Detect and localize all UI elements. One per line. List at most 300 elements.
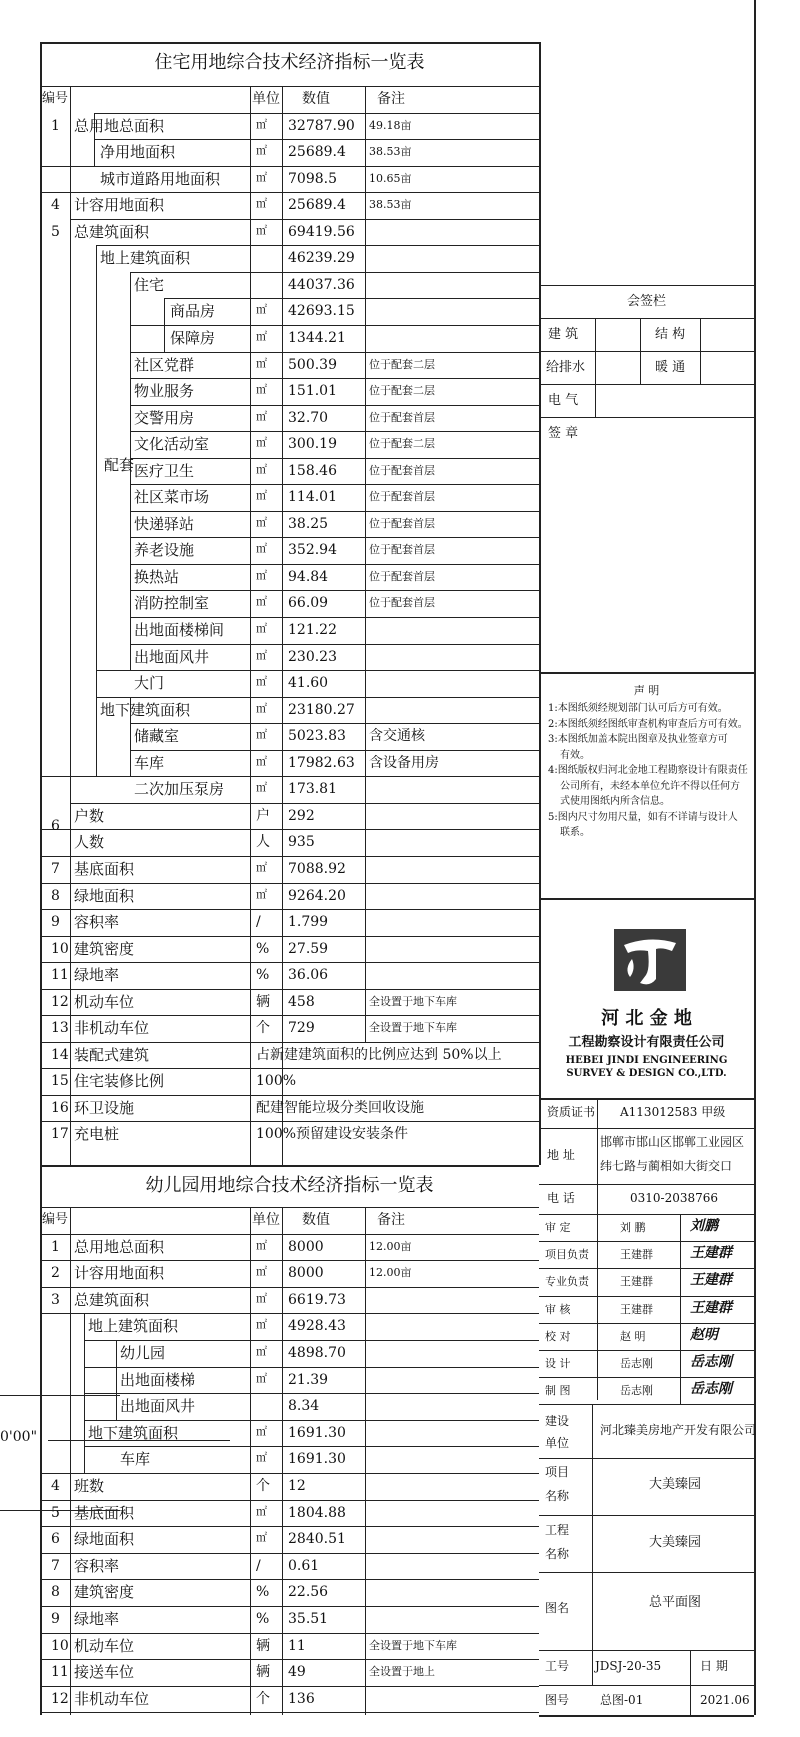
k-row-unit: ㎡ xyxy=(256,1318,267,1331)
project-label-2: 名称 xyxy=(545,1489,570,1503)
statement-line: 4:图纸版权归河北金地工程勘察设计有限责任 xyxy=(548,765,748,776)
rule-line xyxy=(250,1207,251,1715)
k-row-value: 136 xyxy=(288,1691,315,1707)
row-item-name: 商品房 xyxy=(170,302,216,320)
row-number: 9 xyxy=(51,914,60,930)
rule-line xyxy=(40,1659,539,1660)
k-row-value: 12 xyxy=(288,1478,306,1494)
k-row-value: 6619.73 xyxy=(288,1292,346,1308)
row-note: 位于配套首层 xyxy=(369,490,435,503)
rule-line xyxy=(539,898,754,900)
k-row-item-name: 容积率 xyxy=(74,1557,120,1575)
row-value: 25689.4 xyxy=(288,144,346,160)
company-name-cn: 河 北 金 地 xyxy=(601,1008,692,1029)
statement-title: 声 明 xyxy=(633,684,660,697)
rule-line xyxy=(84,1446,539,1447)
k-row-value: 1804.88 xyxy=(288,1505,346,1521)
row-value: 25689.4 xyxy=(288,197,346,213)
k-row-number: 1 xyxy=(51,1239,60,1255)
k-row-unit: ㎡ xyxy=(256,1425,267,1438)
address-label: 地 址 xyxy=(547,1148,575,1162)
row-value: 173.81 xyxy=(288,781,337,797)
rule-line xyxy=(94,113,539,114)
k-row-number: 5 xyxy=(51,1505,60,1521)
drawing-name-label: 图名 xyxy=(545,1601,570,1615)
rule-line xyxy=(282,1207,283,1715)
row-note: 位于配套首层 xyxy=(369,411,435,424)
rule-line xyxy=(84,1340,539,1341)
client-label-1: 建设 xyxy=(545,1414,570,1428)
row-unit: ㎡ xyxy=(256,755,267,768)
rule-line xyxy=(0,1395,120,1396)
rule-line xyxy=(597,1098,598,1400)
row-unit: 人 xyxy=(256,834,270,850)
row-note: 位于配套二层 xyxy=(369,384,435,397)
k-row-item-name: 绿地率 xyxy=(74,1610,120,1628)
row-item-name: 物业服务 xyxy=(134,382,195,400)
rule-line xyxy=(40,166,539,167)
staff-name: 赵 明 xyxy=(620,1330,646,1343)
row-item-name: 机动车位 xyxy=(74,993,135,1011)
client-value: 河北臻美房地产开发有限公司 xyxy=(600,1423,757,1437)
k-row-value: 22.56 xyxy=(288,1584,329,1600)
row-value: 23180.27 xyxy=(288,702,355,718)
rule-line xyxy=(40,1207,539,1208)
row-item-name: 快递驿站 xyxy=(134,515,195,533)
row-unit: ㎡ xyxy=(256,118,267,131)
row-item-name: 人数 xyxy=(74,833,105,851)
countersign-seal: 签 章 xyxy=(548,426,579,441)
cert-value: A113012583 甲级 xyxy=(620,1105,726,1119)
staff-signature: 王建群 xyxy=(690,1272,732,1288)
rule-line xyxy=(539,1572,754,1573)
row-value: 27.59 xyxy=(288,941,329,957)
rule-line xyxy=(70,803,539,804)
row-value: 292 xyxy=(288,808,315,824)
statement-line: 5:图内尺寸勿用尺量，如有不详请与设计人 xyxy=(548,811,738,823)
rule-line xyxy=(84,1313,85,1473)
k-row-item-name: 幼儿园 xyxy=(120,1344,166,1362)
rule-line xyxy=(539,1685,754,1686)
column-header-value: 数值 xyxy=(302,91,330,107)
row-number: 14 xyxy=(51,1047,69,1063)
rule-line xyxy=(539,1128,754,1129)
row-unit: ㎡ xyxy=(256,436,267,449)
k-row-value: 2840.51 xyxy=(288,1531,346,1547)
rule-line xyxy=(48,1440,230,1441)
statement-line: 联系。 xyxy=(560,827,590,838)
rule-line xyxy=(539,1404,754,1405)
k-row-item-name: 计容用地面积 xyxy=(74,1264,165,1282)
countersign-structure: 结 构 xyxy=(655,327,686,342)
rule-line xyxy=(539,1715,754,1717)
rule-line xyxy=(40,1121,539,1122)
row-item-name: 车库 xyxy=(134,754,165,772)
rule-line xyxy=(130,405,539,406)
rule-line xyxy=(96,697,539,698)
row-value: 300.19 xyxy=(288,436,337,452)
rule-line xyxy=(130,484,539,485)
rule-line xyxy=(40,1234,539,1235)
rule-line xyxy=(640,318,641,384)
row-value: 69419.56 xyxy=(288,224,355,240)
rule-line xyxy=(40,1042,539,1043)
k-row-item-name: 总建筑面积 xyxy=(74,1291,150,1309)
row-value: 100% xyxy=(256,1073,297,1089)
rule-line xyxy=(40,1068,539,1069)
k-row-unit: 辆 xyxy=(256,1664,270,1680)
tel-label: 电 话 xyxy=(547,1191,575,1205)
staff-role: 专业负责 xyxy=(545,1275,589,1288)
row-item-name: 地下建筑面积 xyxy=(100,701,191,719)
k-row-number: 10 xyxy=(51,1638,69,1654)
row-value: 100%预留建设安装条件 xyxy=(256,1126,409,1142)
row-value: 352.94 xyxy=(288,542,337,558)
company-name-en-1: HEBEI JINDI ENGINEERING xyxy=(565,1055,728,1066)
k-row-value: 8.34 xyxy=(288,1398,320,1414)
company-name-en-2: SURVEY & DESIGN CO.,LTD. xyxy=(566,1068,727,1079)
rule-line xyxy=(539,1650,754,1651)
row-unit: ㎡ xyxy=(256,702,267,715)
row-item-name: 保障房 xyxy=(170,329,216,347)
rule-line xyxy=(130,537,539,538)
rule-line xyxy=(539,1268,754,1269)
row-value: 7098.5 xyxy=(288,171,337,187)
row-unit: ㎡ xyxy=(256,410,267,423)
row-item-name: 出地面风井 xyxy=(134,648,210,666)
rule-line xyxy=(164,298,165,352)
rule-line xyxy=(40,909,539,910)
statement-line: 3:本图纸加盖本院出图章及执业签章方可 xyxy=(548,734,728,745)
rule-line xyxy=(70,86,71,1165)
rule-line xyxy=(365,86,366,1042)
k-row-item-name: 接送车位 xyxy=(74,1663,135,1681)
k-row-unit: ㎡ xyxy=(256,1451,267,1464)
k-row-note: 12.00亩 xyxy=(369,1266,412,1279)
rule-line xyxy=(96,670,539,671)
statement-line: 式使用图纸内所含信息。 xyxy=(560,796,670,807)
rule-line xyxy=(130,617,539,618)
k-row-unit: ㎡ xyxy=(256,1505,267,1518)
row-item-name: 储藏室 xyxy=(134,727,180,745)
k-row-value: 8000 xyxy=(288,1239,324,1255)
k-row-number: 12 xyxy=(51,1691,69,1707)
drawing-name-value: 总平面图 xyxy=(648,1595,701,1610)
row-unit: ㎡ xyxy=(256,330,267,343)
row-value: 32787.90 xyxy=(288,118,355,134)
rule-line xyxy=(539,351,754,352)
rule-line xyxy=(84,1367,539,1368)
row-unit: 个 xyxy=(256,1020,270,1036)
project-label-1: 项目 xyxy=(545,1465,570,1479)
rule-line xyxy=(595,318,596,417)
rule-line xyxy=(690,1650,691,1715)
rule-line xyxy=(40,1553,539,1554)
row-value: 9264.20 xyxy=(288,888,346,904)
rule-line xyxy=(539,285,754,286)
row-item-name: 建筑密度 xyxy=(74,940,135,958)
k-row-item-name: 非机动车位 xyxy=(74,1690,150,1708)
row-unit: ㎡ xyxy=(256,542,267,555)
rule-line xyxy=(539,1241,754,1242)
rule-line xyxy=(40,829,539,830)
job-number-label: 工号 xyxy=(545,1659,570,1673)
row-unit: 辆 xyxy=(256,994,270,1010)
rule-line xyxy=(754,0,756,1715)
rule-line xyxy=(40,936,539,937)
k-row-value: 21.39 xyxy=(288,1372,329,1388)
row-item-name: 养老设施 xyxy=(134,541,195,559)
rule-line xyxy=(130,352,539,353)
countersign-hvac: 暖 通 xyxy=(655,360,686,375)
rule-line xyxy=(40,1606,539,1607)
row-value: 1344.21 xyxy=(288,330,346,346)
row-number: 5 xyxy=(51,224,60,240)
row-item-name: 住宅装修比例 xyxy=(74,1072,165,1090)
k-row-unit: ㎡ xyxy=(256,1531,267,1544)
kindergarten-table-title: 幼儿园用地综合技术经济指标一览表 xyxy=(145,1175,434,1196)
k-row-item-name: 出地面风井 xyxy=(120,1397,196,1415)
row-value: 121.22 xyxy=(288,622,337,638)
k-row-unit: ㎡ xyxy=(256,1292,267,1305)
staff-name: 王建群 xyxy=(620,1303,653,1316)
row-number: 17 xyxy=(51,1126,69,1142)
staff-name: 岳志刚 xyxy=(620,1384,653,1397)
row-item-name: 城市道路用地面积 xyxy=(100,170,221,188)
row-note: 全设置于地下车库 xyxy=(369,1021,457,1034)
row-unit: ㎡ xyxy=(256,383,267,396)
residential-table-title: 住宅用地综合技术经济指标一览表 xyxy=(154,52,425,73)
row-number: 8 xyxy=(51,888,60,904)
row-item-name: 绿地率 xyxy=(74,966,120,984)
rule-line xyxy=(130,431,539,432)
k-row-value: 4898.70 xyxy=(288,1345,346,1361)
staff-signature: 王建群 xyxy=(690,1245,732,1261)
row-number: 16 xyxy=(51,1100,69,1116)
rule-line xyxy=(130,325,539,326)
staff-role: 审 核 xyxy=(545,1303,571,1316)
row-item-name: 充电桩 xyxy=(74,1125,120,1143)
row-note: 位于配套首层 xyxy=(369,570,435,583)
staff-signature: 岳志刚 xyxy=(690,1381,732,1397)
row-number: 1 xyxy=(51,118,60,134)
row-value: 500.39 xyxy=(288,357,337,373)
rule-line xyxy=(539,1098,754,1100)
row-number: 15 xyxy=(51,1073,69,1089)
row-unit: ㎡ xyxy=(256,516,267,529)
k-row-unit: / xyxy=(256,1558,261,1574)
rule-line xyxy=(40,1579,539,1580)
row-note: 位于配套首层 xyxy=(369,517,435,530)
rule-line xyxy=(539,672,754,674)
address-line-2: 纬七路与蔺相如大街交口 xyxy=(600,1159,733,1173)
row-unit: ㎡ xyxy=(256,489,267,502)
row-value: 41.60 xyxy=(288,675,329,691)
k-row-number: 11 xyxy=(51,1664,69,1680)
row-unit: ㎡ xyxy=(256,888,267,901)
row-value: 114.01 xyxy=(288,489,337,505)
rule-line xyxy=(0,1510,120,1511)
company-subtitle-cn: 工程勘察设计有限责任公司 xyxy=(568,1035,725,1050)
row-value: 7088.92 xyxy=(288,861,346,877)
rule-line xyxy=(40,192,539,193)
k-row-value: 49 xyxy=(288,1664,306,1680)
rule-line xyxy=(40,1095,539,1096)
countersign-plumbing: 给排水 xyxy=(546,360,586,375)
rule-line xyxy=(40,1473,539,1474)
date-value: 2021.06 xyxy=(700,1693,750,1707)
k-row-item-name: 班数 xyxy=(74,1477,105,1495)
k-row-item-name: 出地面楼梯 xyxy=(120,1371,196,1389)
row-value: 44037.36 xyxy=(288,277,355,293)
drawing-number-value: 总图-01 xyxy=(600,1693,644,1707)
rule-line xyxy=(592,1405,593,1685)
row-item-name: 总用地总面积 xyxy=(74,117,165,135)
countersign-title: 会签栏 xyxy=(626,294,666,309)
rule-line xyxy=(96,245,539,246)
k-row-unit: ㎡ xyxy=(256,1345,267,1358)
row-value: 17982.63 xyxy=(288,755,355,771)
row-unit: % xyxy=(256,941,270,957)
row-item-name: 消防控制室 xyxy=(134,594,210,612)
rule-line xyxy=(539,384,754,385)
group-label-peitao: 配套 xyxy=(104,456,135,474)
rule-line xyxy=(130,590,539,591)
row-number: 11 xyxy=(51,967,69,983)
rule-line xyxy=(40,1500,539,1501)
project-value: 大美臻园 xyxy=(648,1477,701,1492)
rule-line xyxy=(282,86,283,1165)
statement-line: 2:本图纸须经图纸审查机构审查后方可有效。 xyxy=(548,718,748,730)
rule-line xyxy=(130,644,539,645)
engineering-label-1: 工程 xyxy=(545,1523,570,1537)
row-value: 230.23 xyxy=(288,649,337,665)
rule-line xyxy=(539,1214,754,1215)
job-number-value: JDSJ-20-35 xyxy=(595,1659,662,1673)
k-row-value: 1691.30 xyxy=(288,1425,346,1441)
cert-label: 资质证书 xyxy=(547,1105,596,1119)
drawing-number-label: 图号 xyxy=(545,1693,570,1707)
engineering-value: 大美臻园 xyxy=(648,1535,701,1550)
row-note: 含设备用房 xyxy=(369,755,439,771)
row-item-name: 户数 xyxy=(74,807,105,825)
rule-line xyxy=(40,1686,539,1687)
staff-name: 岳志刚 xyxy=(620,1357,653,1370)
rule-line xyxy=(130,564,539,565)
row-unit: % xyxy=(256,967,270,983)
row-value: 5023.83 xyxy=(288,728,346,744)
rule-line xyxy=(130,723,539,724)
staff-signature: 刘鹏 xyxy=(690,1218,718,1234)
row-value: 151.01 xyxy=(288,383,337,399)
row-value: 配建智能垃圾分类回收设施 xyxy=(256,1100,424,1116)
row-item-name: 绿地面积 xyxy=(74,887,135,905)
k-row-value: 11 xyxy=(288,1638,306,1654)
staff-name: 刘 鹏 xyxy=(620,1221,646,1234)
rule-line xyxy=(365,1207,366,1715)
k-row-note: 12.00亩 xyxy=(369,1240,412,1253)
row-item-name: 医疗卫生 xyxy=(134,462,195,480)
k-row-item-name: 机动车位 xyxy=(74,1637,135,1655)
k-row-note: 全设置于地下车库 xyxy=(369,1639,457,1652)
rule-line xyxy=(40,42,539,44)
k-column-header-no: 编号 xyxy=(42,1212,69,1227)
row-item-name: 净用地面积 xyxy=(100,143,176,161)
row-value: 42693.15 xyxy=(288,303,355,319)
row-unit: ㎡ xyxy=(256,649,267,662)
rule-line xyxy=(130,378,539,379)
k-row-item-name: 总用地总面积 xyxy=(74,1238,165,1256)
row-value: 38.25 xyxy=(288,516,329,532)
rule-line xyxy=(539,1458,754,1459)
rule-line xyxy=(250,86,251,1042)
row-value: 935 xyxy=(288,834,315,850)
k-row-value: 35.51 xyxy=(288,1611,329,1627)
rule-line xyxy=(40,1526,539,1527)
rule-line xyxy=(130,511,539,512)
statement-line: 公司所有，未经本单位允许不得以任何方 xyxy=(560,780,740,792)
date-label: 日 期 xyxy=(700,1659,728,1673)
k-row-item-name: 地上建筑面积 xyxy=(88,1317,179,1335)
row-unit: / xyxy=(256,914,261,930)
k-row-unit: 辆 xyxy=(256,1638,270,1654)
rule-line xyxy=(40,883,539,884)
column-header-note: 备注 xyxy=(377,91,405,107)
row-item-name: 装配式建筑 xyxy=(74,1046,150,1064)
row-unit: ㎡ xyxy=(256,197,267,210)
k-column-header-note: 备注 xyxy=(377,1212,405,1228)
rule-line xyxy=(539,417,754,418)
countersign-architecture: 建 筑 xyxy=(548,327,579,342)
row-unit: ㎡ xyxy=(256,675,267,688)
k-column-header-value: 数值 xyxy=(302,1212,330,1228)
k-row-unit: 个 xyxy=(256,1478,270,1494)
row-number: 7 xyxy=(51,861,60,877)
row-note: 位于配套首层 xyxy=(369,543,435,556)
row-item-name: 社区菜市场 xyxy=(134,488,210,506)
k-row-unit: ㎡ xyxy=(256,1239,267,1252)
k-row-value: 0.61 xyxy=(288,1558,320,1574)
k-column-header-unit: 单位 xyxy=(252,1212,280,1228)
rule-line xyxy=(40,1313,539,1314)
row-unit: ㎡ xyxy=(256,728,267,741)
row-item-name: 住宅 xyxy=(134,276,165,294)
rule-line xyxy=(250,1042,251,1165)
rule-line xyxy=(40,962,539,963)
rule-line xyxy=(116,1340,117,1420)
row-note: 49.18亩 xyxy=(369,119,412,132)
column-header-unit: 单位 xyxy=(252,91,280,107)
rule-line xyxy=(40,1633,539,1634)
row-unit: ㎡ xyxy=(256,303,267,316)
rule-line xyxy=(96,245,97,776)
client-label-2: 单位 xyxy=(545,1436,570,1450)
row-unit: ㎡ xyxy=(256,781,267,794)
rule-line xyxy=(539,1184,754,1185)
company-logo-icon xyxy=(610,925,690,995)
row-item-name: 地上建筑面积 xyxy=(100,249,191,267)
row-unit: ㎡ xyxy=(256,224,267,237)
row-value: 46239.29 xyxy=(288,250,355,266)
rule-line xyxy=(700,318,701,384)
address-line-1: 邯郸市邯山区邯郸工业园区 xyxy=(600,1135,745,1149)
row-value: 1.799 xyxy=(288,914,329,930)
rule-line xyxy=(40,1015,539,1016)
row-note: 位于配套二层 xyxy=(369,358,435,371)
row-number: 12 xyxy=(51,994,69,1010)
k-row-item-name: 基底面积 xyxy=(74,1504,135,1522)
rule-line xyxy=(40,42,42,1715)
